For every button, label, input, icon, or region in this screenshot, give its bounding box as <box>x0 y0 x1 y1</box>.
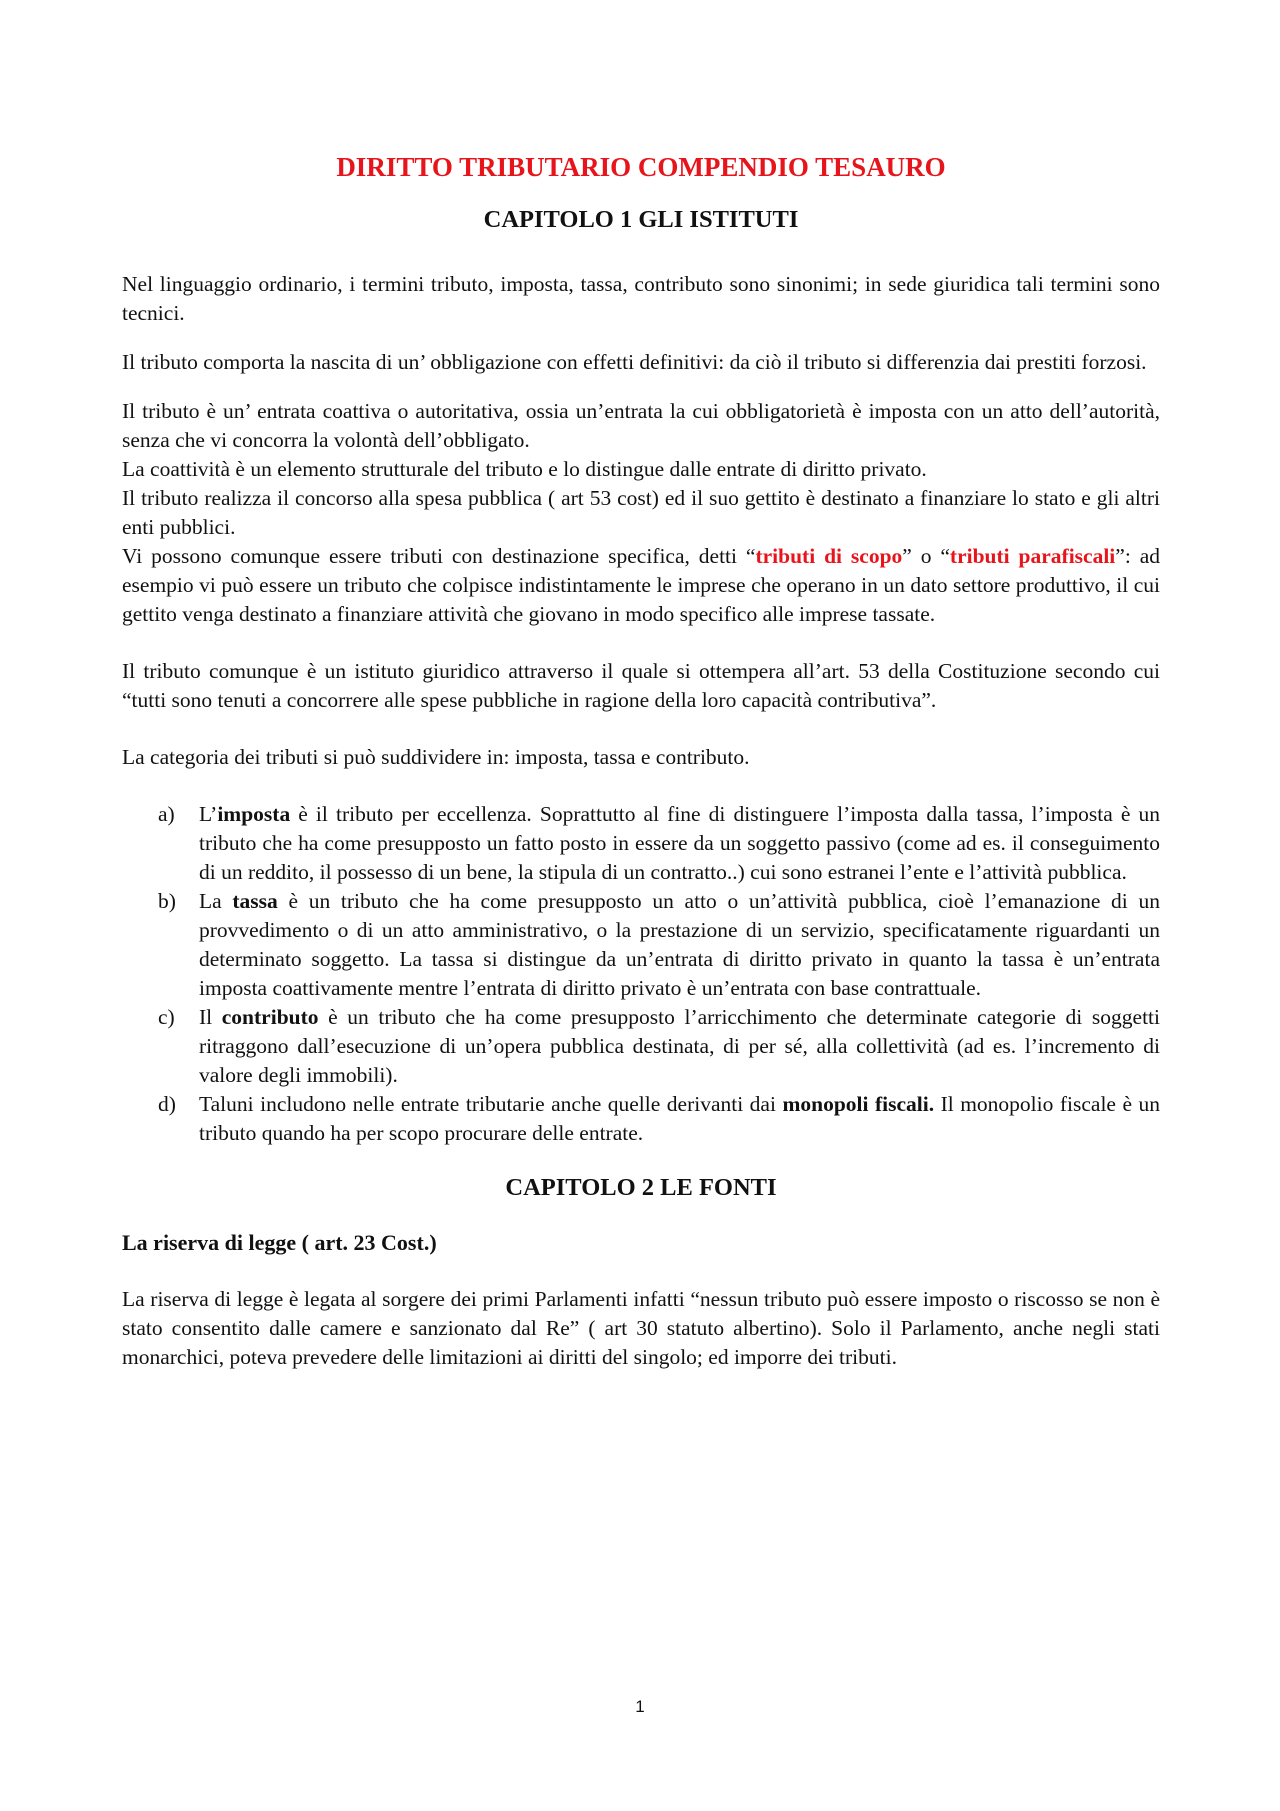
text-span: ”: ad esempio vi può essere un tributo che colpisce indistintamente le imprese che operano in un dato settore produttivo, il cui gettito venga destinato a finanziare attività che giovano in modo specifico alle imprese tassate. <box>122 544 1161 626</box>
text-span: Il monopolio fiscale è un tributo quando ha per scopo procurare delle entrate. <box>199 1092 1160 1145</box>
document-title: DIRITTO TRIBUTARIO COMPENDIO TESAURO <box>336 152 946 182</box>
text-span: Taluni includono nelle entrate tributarie anche quelle derivanti dai <box>199 1092 783 1116</box>
tributi-list <box>122 800 1160 1148</box>
paragraph-6: La riserva di legge è legata al sorgere dei primi Parlamenti infatti “nessun tributo può essere imposto o riscosso se non è stato consentito dalle camere e sanzionato dal Re” ( art 30 statuto albertino). Solo il Parlamento, anche negli stati monarchici, poteva prevedere delle limitazioni ai diritti del singolo; ed imporre dei tributi. <box>122 1287 1160 1369</box>
chapter-1-heading: CAPITOLO 1 GLI ISTITUTI <box>483 206 799 233</box>
list-item-c <box>122 1003 1160 1090</box>
paragraph-2: Il tributo comporta la nascita di un’ obbligazione con effetti definitivi: da ciò il tributo si differenzia dai prestiti forzosi. <box>122 350 1147 374</box>
text-span: ” o “ <box>902 544 950 568</box>
text-span: L’ <box>199 802 218 826</box>
text-span: La <box>199 889 233 913</box>
list-marker: b) <box>158 889 176 913</box>
list-marker: c) <box>158 1005 175 1029</box>
paragraph-3d <box>122 542 1160 629</box>
section-subheading: La riserva di legge ( art. 23 Cost.) <box>122 1230 437 1255</box>
chapter-2-heading: CAPITOLO 2 LE FONTI <box>505 1174 777 1201</box>
list-item-a <box>122 800 1160 887</box>
bold-term: imposta <box>217 802 291 826</box>
paragraph-5: La categoria dei tributi si può suddividere in: imposta, tassa e contributo. <box>122 745 750 769</box>
highlight-tributi-di-scopo: tributi di scopo <box>755 544 903 568</box>
bold-term: monopoli fiscali. <box>782 1092 935 1116</box>
list-marker: d) <box>158 1092 176 1116</box>
paragraph-1: Nel linguaggio ordinario, i termini tributo, imposta, tassa, contributo sono sinonimi; in sede giuridica tali termini sono tecnici. <box>122 272 1160 325</box>
text-span: è un tributo che ha come presupposto un atto o un’attività pubblica, cioè l’emanazione di un provvedimento o di un atto amministrativo, o la prestazione di un servizio, specificatamente riguardanti un determinato soggetto. La tassa si distingue da un’entrata di diritto privato in quanto la tassa è un’entrata imposta coattivamente mentre l’entrata di diritto privato è un’entrata con base contrattuale. <box>199 889 1160 1000</box>
list-marker: a) <box>158 802 175 826</box>
list-item-b <box>122 887 1160 1003</box>
text-span: Vi possono comunque essere tributi con destinazione specifica, detti “ <box>122 544 756 568</box>
text-span: Il <box>199 1005 222 1029</box>
paragraph-3a: Il tributo è un’ entrata coattiva o autoritativa, ossia un’entrata la cui obbligatorietà è imposta con un atto dell’autorità, senza che vi concorra la volontà dell’obbligato. <box>122 399 1160 452</box>
text-span: è il tributo per eccellenza. Soprattutto al fine di distinguere l’imposta dalla tassa, l’imposta è un tributo che ha come presupposto un fatto posto in essere da un soggetto passivo (come ad es. il conseguimento di un reddito, il possesso di un bene, la stipula di un contratto..) cui sono estranei l’ente e l’attività pubblica. <box>199 802 1160 884</box>
text-span: è un tributo che ha come presupposto l’arricchimento che determinate categorie di soggetti ritraggono dall’esecuzione di un’opera pubblica destinata, di per sé, alla collettività (ad es. l’incremento di valore degli immobili). <box>199 1005 1160 1087</box>
bold-term: tassa <box>232 889 278 913</box>
bold-term: contributo <box>221 1005 319 1029</box>
paragraph-3b: La coattività è un elemento strutturale del tributo e lo distingue dalle entrate di diritto privato. <box>122 457 927 481</box>
paragraph-4: Il tributo comunque è un istituto giuridico attraverso il quale si ottempera all’art. 53 della Costituzione secondo cui “tutti sono tenuti a concorrere alle spese pubbliche in ragione della loro capacità contributiva”. <box>122 659 1160 712</box>
document-body <box>122 150 1160 1372</box>
highlight-tributi-parafiscali: tributi parafiscali <box>949 544 1116 568</box>
page-number: 1 <box>635 1697 645 1716</box>
paragraph-3c: Il tributo realizza il concorso alla spesa pubblica ( art 53 cost) ed il suo gettito è destinato a finanziare lo stato e gli altri enti pubblici. <box>122 486 1160 539</box>
list-item-d <box>122 1090 1160 1148</box>
